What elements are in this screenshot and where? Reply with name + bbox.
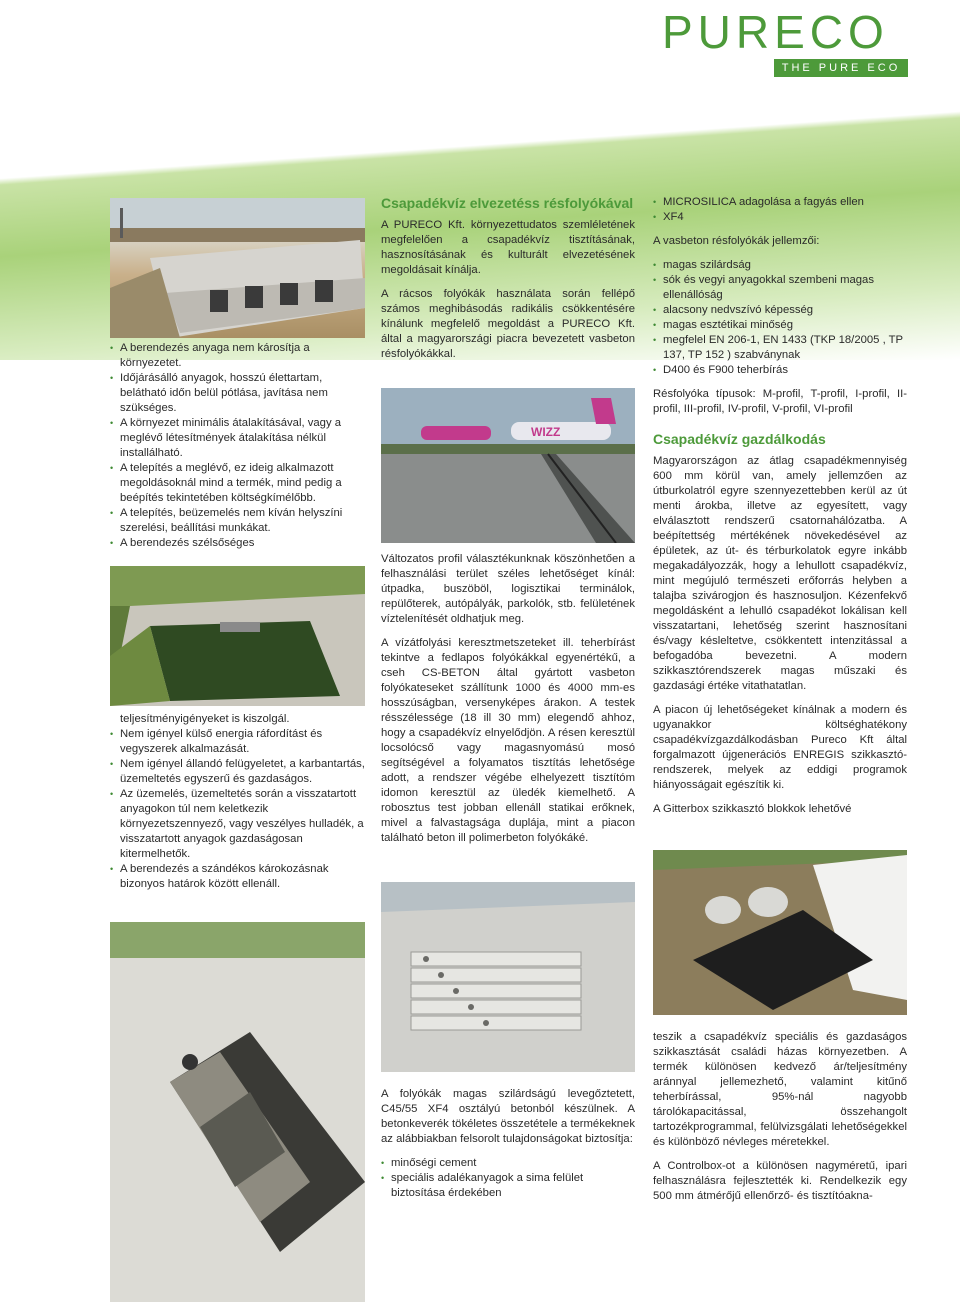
section-heading-gazdalkodas: Csapadékvíz gazdálkodás bbox=[653, 431, 826, 447]
features-list bbox=[653, 258, 907, 378]
paragraph: A folyókák magas szilárdságú levegőztetett, C45/55 XF4 osztályú betonból készülnek. A betonkeverék tökéletes összetétele a termékeknek az alábbiakban felsorolt tulajdonságokat biztosítja: bbox=[381, 1088, 635, 1145]
paragraph: Résfolyóka típusok: M-profil, T-profil, I-profil, II-profil, III-profil, IV-profil, V-profil, VI-profil bbox=[653, 388, 907, 415]
list-item: • Az üzemelés, üzemeltetés során a visszatartott anyagokon túl nem keletkezik környezetszennyező, vagy veszélyes hulladék, a visszatartott anyagok gazdaságosan kitermelhetők. bbox=[110, 787, 365, 862]
paragraph: teszik a csapadékvíz speciális és gazdaságos szikkasztását családi házas környezetben. A termék különösen kedvező ár/teljesítmény aránnyal jellemezhető, valamint kitűnő teherbírással, 95%-nál nagyobb tárolókapacitással, összehangolt tartozékprogrammal, felülvizsgálati lehetőségekkel és különböző névleges méretekkel. bbox=[653, 1031, 907, 1148]
paragraph: A vízátfolyási keresztmetszeteket ill. teherbírást tekintve a fedlapos folyókákkal egyenértékű, a cseh CS-BETON által gyártott vasbeton folyókateseket szállítunk 1000 és 4000 mm-es hosszúságban, versenyképes árakon. A testek résszélessége (18 ill 30 mm) elegendő ahhoz, hogy a csapadékvíz elnyelődjön. A résen keresztül locsolócső vagy magasnyomású mosó segítségével a folyamatos tisztítás lehetősége adott, a rendszer végébe elhelyezett tisztítóm idomon keresztül az üledék kiemelhető. A robosztus test jobban ellenáll statikai erőknek, mivel a falvastagsága duplája, mint a piacon található beton ill polimerbeton folyókáké. bbox=[381, 637, 635, 844]
section-heading-resfolyoka: Csapadékvíz elvezetéss résfolyókával bbox=[381, 195, 634, 211]
photo-concrete-channels bbox=[381, 882, 635, 1072]
paragraph: A Gitterbox szikkasztó blokkok lehetővé bbox=[653, 803, 852, 815]
list-item: • Nem igényel állandó felügyeletet, a karbantartás, üzemeltetés egyszerű és gazdaságos. bbox=[110, 757, 365, 787]
column-3-upper bbox=[653, 195, 907, 826]
airport-illustration bbox=[381, 388, 635, 543]
concrete-channels-illustration bbox=[381, 882, 635, 1072]
benefit-list-1 bbox=[110, 341, 365, 551]
photo-gitterbox-installation bbox=[653, 850, 907, 1015]
paragraph: Változatos profil választékunknak köszönhetően a felhasználási terület széles lehetőséget kínál: útpadka, buszöböl, logisztikai terminálok, repülőterek, autópályák, parkolók, stb. felületének víztelenítését oldhatjuk meg. bbox=[381, 553, 635, 625]
benefit-list-2 bbox=[110, 727, 365, 892]
list-item: • Nem igényel külső energia ráfordítást és vegyszerek alkalmazását. bbox=[110, 727, 365, 757]
photo-infiltration-basin bbox=[110, 922, 365, 1302]
list-item: • A berendezés szélsőséges bbox=[110, 536, 365, 551]
list-item: • megfelel EN 206-1, EN 1433 (TKP 18/2005 , TP 137, TP 152 ) szabványnak bbox=[653, 333, 907, 363]
list-item: • alacsony nedvszívó képesség bbox=[653, 303, 907, 318]
list-item: • XF4 bbox=[653, 210, 907, 225]
list-item: • MICROSILICA adagolása a fagyás ellen bbox=[653, 195, 907, 210]
additive-list bbox=[653, 195, 907, 225]
concrete-properties-list bbox=[381, 1156, 635, 1201]
construction-site-illustration bbox=[110, 198, 365, 338]
list-item: • speciális adalékanyagok a sima felület biztosítása érdekében bbox=[381, 1171, 635, 1201]
paragraph: A Controlbox-ot a különösen nagyméretű, ipari felhasználásra fejlesztették ki. Rendelkezik egy 500 mm átmérőjű ellenőrző- és tisztítóakna- bbox=[653, 1160, 907, 1202]
pond-illustration bbox=[110, 566, 365, 706]
column-2-middle bbox=[381, 552, 635, 855]
paragraph: Magyarországon az átlag csapadékmennyiség 600 mm körül van, amely jellemzően az útburkolatról egyre szennyezettebben kerül az út menti árokba, illetve az egyesített, vagy elválasztott rendszerű csatornahálózatba. A beépítettség mértékének növekedésével az épületek, az út- és térburkolatok egyre inkább megakadályozzák, hogy a lehullott csapadékvíz, mint megújuló természeti erőforrás helyben a talajba szivárogjon és hasznosuljon. Kézenfekvő megoldásként a lehulló csapadékot lokálisan kell visszatartani, lehetőség szerint hasznosítani és/vagy késleltetve, csökkentett intenzitással a befogadóba bevezetni. A modern szikkasztórendszerek magas műszaki és gazdasági értéke vitathatatlan. bbox=[653, 455, 907, 692]
list-item: • A telepítés, beüzemelés nem kíván helyszíni szerelési, beállítási munkákat. bbox=[110, 506, 365, 536]
list-item: • Időjárásálló anyagok, hosszú élettartam, belátható időn belül pótlása, javítása nem szükséges. bbox=[110, 371, 365, 416]
paragraph: A piacon új lehetőségeket kínálnak a modern és ugyanakkor költséghatékony csapadékvízgazdálkodásban Pureco Kft által forgalmazott újgenerációs ENREGIS szikkasztó-rendszerek, melyek az eddigi programok hiányosságait egészítik ki. bbox=[653, 704, 907, 791]
list-item: • sók és vegyi anyagokkal szembeni magas ellenállóság bbox=[653, 273, 907, 303]
list-item: • magas szilárdság bbox=[653, 258, 907, 273]
column-1-upper bbox=[110, 341, 365, 551]
paragraph: A vasbeton résfolyókák jellemzői: bbox=[653, 235, 820, 247]
list-item: • magas esztétikai minőség bbox=[653, 318, 907, 333]
logo-tagline: THE PURE ECO bbox=[774, 59, 908, 77]
logo-wordmark: PURECO bbox=[662, 6, 889, 58]
list-item: • minőségi cement bbox=[381, 1156, 635, 1171]
list-item: • A berendezés a szándékos károkozásnak bizonyos határok között ellenáll. bbox=[110, 862, 365, 892]
paragraph: A PURECO Kft. környezettudatos szemléletének megfelelően a csapadékvíz tisztításának, hasznosításának és kulturált elvezetésének megoldásait kínálja. bbox=[381, 219, 635, 276]
photo-airport-apron bbox=[381, 388, 635, 543]
photo-construction-site bbox=[110, 198, 365, 338]
plane-livery-text: WIZZ bbox=[531, 425, 561, 439]
list-continuation: teljesítményigényeket is kiszolgál. bbox=[120, 713, 290, 725]
photo-retention-pond bbox=[110, 566, 365, 706]
column-1-lower bbox=[110, 712, 365, 892]
gitterbox-illustration bbox=[653, 850, 907, 1015]
column-2-upper bbox=[381, 195, 635, 371]
basin-illustration bbox=[110, 922, 365, 1302]
column-3-lower bbox=[653, 1030, 907, 1213]
column-2-lower bbox=[381, 1087, 635, 1201]
paragraph: A rácsos folyókák használata során fellépő számos meghibásodás radikális csökkentésére kínálunk megfelelő megoldást a PURECO Kft. által a magyarországi piacra bevezetett vasbeton résfolyókákkal. bbox=[381, 288, 635, 360]
list-item: • A környezet minimális átalakításával, vagy a meglévő létesítmények átalakítása nélkül installálható. bbox=[110, 416, 365, 461]
list-item: • D400 és F900 teherbírás bbox=[653, 363, 907, 378]
pureco-logo bbox=[662, 6, 908, 76]
list-item: • A berendezés anyaga nem károsítja a környezetet. bbox=[110, 341, 365, 371]
list-item: • A telepítés a meglévő, ez ideig alkalmazott megoldásoknál mind a termék, mind pedig a beépítés tekintetében költségkímélőbb. bbox=[110, 461, 365, 506]
